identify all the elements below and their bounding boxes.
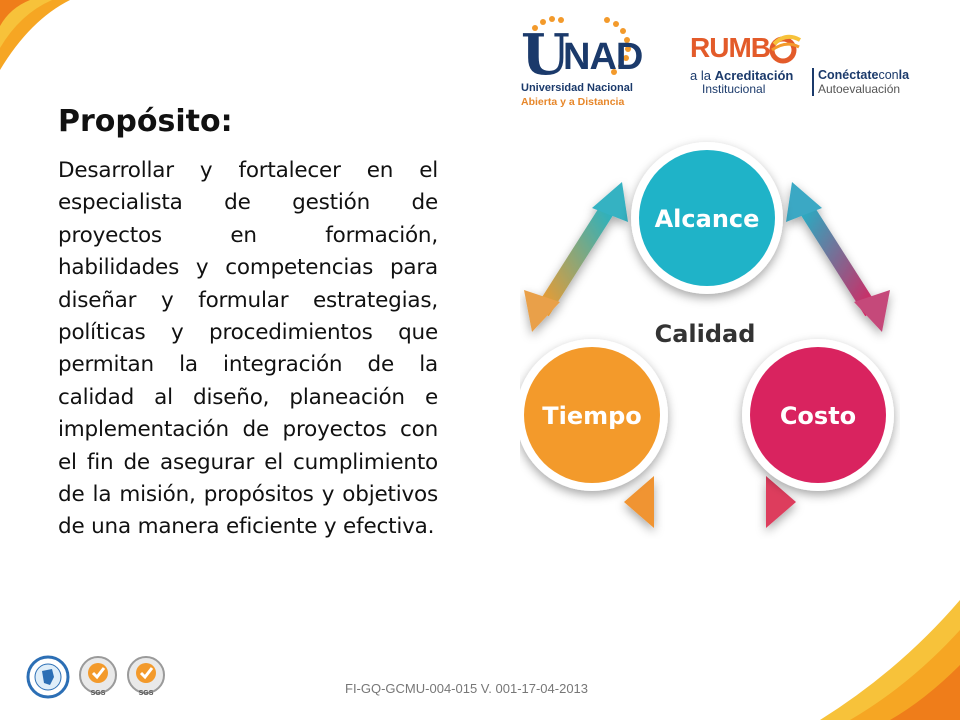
unad-logo-u: U [521,22,570,88]
unad-logo [515,14,655,110]
unad-name-line1: Universidad Nacional [521,82,633,94]
unad-name-line2: Abierta y a Distancia [521,96,625,108]
sgs-badge-label: SGS [138,690,154,697]
node-costo [742,339,894,491]
sgs-badge-label: SGS [90,690,106,697]
emblem-icon [26,655,70,699]
node-tiempo-label: Tiempo [542,402,642,430]
node-costo-label: Costo [779,402,857,430]
arrow-alcance-costo [786,182,890,332]
rumbo-autoevaluacion: Autoevaluación [818,82,901,96]
arrow-alcance-tiempo [524,182,628,332]
rumbo-word: RUMB [690,32,770,63]
sgs-icon [76,655,120,699]
sgs-icon [124,655,168,699]
corner-wave-top-left [0,0,90,90]
node-alcance-label: Alcance [654,205,760,233]
rumbo-divider [812,68,814,96]
rumbo-line2: a la Acreditación [690,68,794,83]
rumbo-acreditacion-logo [688,28,928,98]
slide-body-text: Desarrollar y fortalecer en el especialista de gestión de proyectos en formación, habilidades y competencias para diseñar y formular estrategias, políticas y procedimientos que permitan la integración de la calidad al diseño, planeación e implementación de proyectos con el fin de asegurar el cumplimiento de la misión, propósitos y objetivos de una manera eficiente y efectiva. [58,158,438,540]
rumbo-conectate: Conéctateconla [818,68,910,82]
rumbo-o-swirl-icon [768,34,802,64]
arrow-tiempo-costo [624,476,796,528]
diagram-center-label: Calidad [654,320,756,348]
corner-wave-bottom-right [810,590,960,720]
quality-triangle-diagram [520,130,900,550]
rumbo-line3: Institucional [702,82,766,96]
node-alcance [631,142,783,294]
footer-document-code: FI-GQ-GCMU-004-015 V. 001-17-04-2013 [345,681,589,696]
slide-title: Propósito: [58,104,233,139]
node-tiempo [520,339,668,491]
unad-logo-nad: NAD [563,36,643,78]
